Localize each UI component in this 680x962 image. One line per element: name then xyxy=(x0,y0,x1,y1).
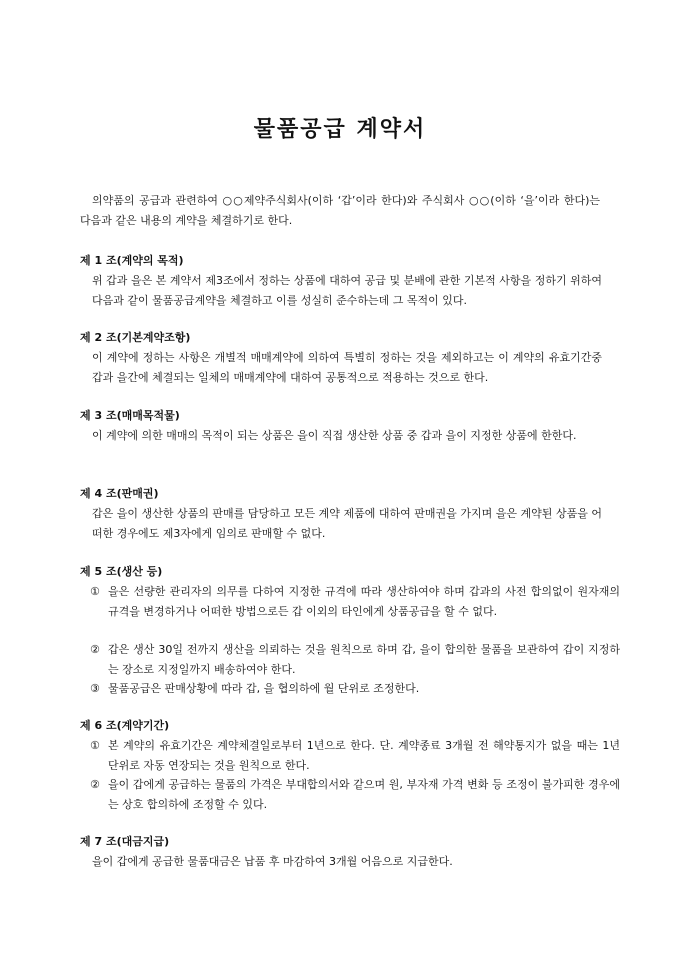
intro-paragraph: 의약품의 공급과 관련하여 ○○제약주식회사(이하 ‘갑’이라 한다)와 주식회사 ○○(이하 ‘을’이라 한다)는 다음과 같은 내용의 계약을 체결하기로 한다. xyxy=(80,194,600,227)
item-text: 을이 갑에게 공급하는 물품의 가격은 부대합의서와 같으며 원, 부자재 가격 변화 등 조정이 불가피한 경우에는 상호 합의하에 조정할 수 있다. xyxy=(108,778,620,811)
item-marker: ① xyxy=(90,739,100,752)
article-3-title: 제 3 조(매매목적물) xyxy=(80,409,180,422)
item-marker: ② xyxy=(90,643,100,656)
item-marker: ① xyxy=(90,585,100,598)
article-7-title: 제 7 조(대금지급) xyxy=(80,835,170,848)
article-6-item-1 xyxy=(90,736,620,775)
item-text: 물품공급은 판매상황에 따라 갑, 을 협의하에 월 단위로 조정한다. xyxy=(108,682,420,695)
article-5-item-2 xyxy=(90,640,620,679)
article-6-item-2 xyxy=(90,775,620,814)
article-7-body: 을이 갑에게 공급한 물품대금은 납품 후 마감하여 3개월 어음으로 지급한다. xyxy=(92,855,453,868)
item-text: 본 계약의 유효기간은 계약체결일로부터 1년으로 한다. 단. 계약종료 3개월 전 해약통지가 없을 때는 1년 단위로 자동 연장되는 것을 원칙으로 한다. xyxy=(108,739,620,772)
article-4-title: 제 4 조(판매권) xyxy=(80,487,159,500)
article-5-item-1 xyxy=(90,582,620,621)
item-marker: ③ xyxy=(90,682,100,695)
article-2-title: 제 2 조(기본계약조항) xyxy=(80,331,191,344)
document-title: 물품공급 계약서 xyxy=(253,117,427,142)
article-2-body: 이 계약에 정하는 사항은 개별적 매매계약에 의하여 특별히 정하는 것을 제외하고는 이 계약의 유효기간중 갑과 을간에 체결되는 일체의 매매계약에 대하여 공통적으로 적용하는 것으로 한다. xyxy=(92,351,602,384)
article-1-body: 위 갑과 을은 본 계약서 제3조에서 정하는 상품에 대하여 공급 및 분배에 관한 기본적 사항을 정하기 위하여 다음과 같이 물품공급계약을 체결하고 이를 성실히 준수하는데 그 목적이 있다. xyxy=(92,274,602,307)
item-text: 갑은 생산 30일 전까지 생산을 의뢰하는 것을 원칙으로 하며 갑, 을이 합의한 물품을 보관하여 갑이 지정하는 장소로 지정일까지 배송하여야 한다. xyxy=(108,643,620,676)
article-3-body: 이 계약에 의한 매매의 목적이 되는 상품은 을이 직접 생산한 상품 중 갑과 을이 지정한 상품에 한한다. xyxy=(92,429,577,442)
article-6-title: 제 6 조(계약기간) xyxy=(80,719,170,732)
article-1-title: 제 1 조(계약의 목적) xyxy=(80,254,184,267)
article-5-item-3 xyxy=(90,679,620,699)
article-5-title: 제 5 조(생산 등) xyxy=(80,565,163,578)
item-text: 을은 선량한 관리자의 의무를 다하여 지정한 규격에 따라 생산하여야 하며 갑과의 사전 합의없이 원자재의 규격을 변경하거나 어떠한 방법으로든 갑 이외의 타인에게 상품공급을 할 수 없다. xyxy=(108,585,620,618)
article-4-body: 갑은 을이 생산한 상품의 판매를 담당하고 모든 계약 제품에 대하여 판매권을 가지며 을은 계약된 상품을 어떠한 경우에도 제3자에게 임의로 판매할 수 없다. xyxy=(92,507,602,540)
item-marker: ② xyxy=(90,778,100,791)
